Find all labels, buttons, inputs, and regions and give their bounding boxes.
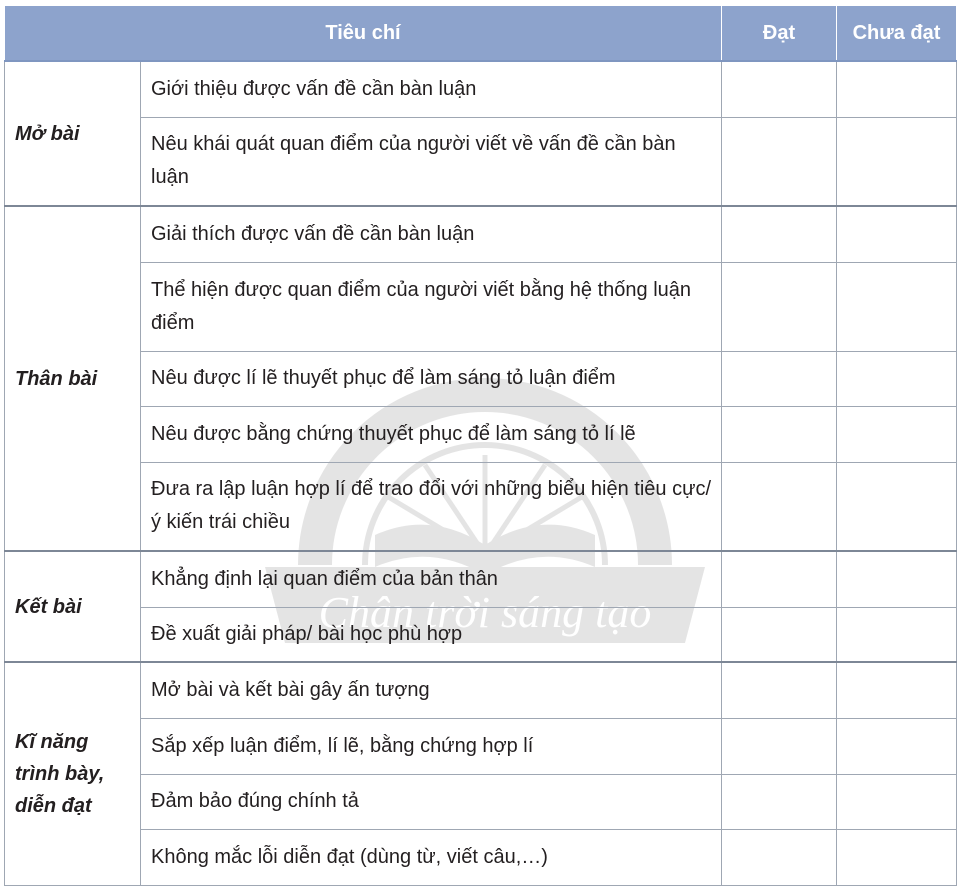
criterion-text: Giải thích được vấn đề cần bàn luận — [141, 206, 722, 262]
table-row — [5, 662, 957, 718]
criterion-text: Sắp xếp luận điểm, lí lẽ, bằng chứng hợp lí — [141, 718, 722, 774]
section-label: Kết bài — [5, 551, 141, 662]
fail-cell[interactable] — [837, 406, 957, 462]
section-label: Mở bài — [5, 61, 141, 206]
fail-cell[interactable] — [837, 61, 957, 117]
pass-cell[interactable] — [722, 662, 837, 718]
pass-cell[interactable] — [722, 61, 837, 117]
criterion-text: Không mắc lỗi diễn đạt (dùng từ, viết câu,…) — [141, 829, 722, 885]
pass-cell[interactable] — [722, 551, 837, 607]
table-row — [5, 262, 957, 351]
pass-cell[interactable] — [722, 406, 837, 462]
fail-cell[interactable] — [837, 117, 957, 206]
watermark-text: Chân trời sáng tạo — [318, 588, 652, 637]
criterion-text: Giới thiệu được vấn đề cần bàn luận — [141, 61, 722, 117]
table-row — [5, 462, 957, 551]
fail-cell[interactable] — [837, 607, 957, 662]
fail-cell[interactable] — [837, 351, 957, 406]
table-row — [5, 406, 957, 462]
table-row — [5, 551, 957, 607]
header-fail: Chưa đạt — [837, 6, 957, 62]
fail-cell[interactable] — [837, 262, 957, 351]
criterion-text: Nêu được bằng chứng thuyết phục để làm sáng tỏ lí lẽ — [141, 406, 722, 462]
fail-cell[interactable] — [837, 774, 957, 829]
fail-cell[interactable] — [837, 551, 957, 607]
pass-cell[interactable] — [722, 607, 837, 662]
table-row — [5, 61, 957, 117]
header-criteria: Tiêu chí — [5, 6, 722, 62]
pass-cell[interactable] — [722, 829, 837, 885]
fail-cell[interactable] — [837, 829, 957, 885]
pass-cell[interactable] — [722, 262, 837, 351]
table-row — [5, 607, 957, 662]
criterion-text: Đề xuất giải pháp/ bài học phù hợp — [141, 607, 722, 662]
fail-cell[interactable] — [837, 718, 957, 774]
criterion-text: Nêu khái quát quan điểm của người viết về vấn đề cần bàn luận — [141, 117, 722, 206]
rubric-table — [4, 5, 957, 886]
header-pass: Đạt — [722, 6, 837, 62]
table-header-row — [5, 6, 957, 62]
pass-cell[interactable] — [722, 718, 837, 774]
table-row — [5, 774, 957, 829]
pass-cell[interactable] — [722, 462, 837, 551]
fail-cell[interactable] — [837, 206, 957, 262]
criterion-text: Thể hiện được quan điểm của người viết bằng hệ thống luận điểm — [141, 262, 722, 351]
fail-cell[interactable] — [837, 662, 957, 718]
criterion-text: Đảm bảo đúng chính tả — [141, 774, 722, 829]
pass-cell[interactable] — [722, 774, 837, 829]
criterion-text: Nêu được lí lẽ thuyết phục để làm sáng tỏ luận điểm — [141, 351, 722, 406]
pass-cell[interactable] — [722, 206, 837, 262]
table-row — [5, 351, 957, 406]
table-row — [5, 718, 957, 774]
criterion-text: Đưa ra lập luận hợp lí để trao đổi với những biểu hiện tiêu cực/ ý kiến trái chiều — [141, 462, 722, 551]
criterion-text: Khẳng định lại quan điểm của bản thân — [141, 551, 722, 607]
table-row — [5, 206, 957, 262]
criterion-text: Mở bài và kết bài gây ấn tượng — [141, 662, 722, 718]
pass-cell[interactable] — [722, 117, 837, 206]
table-row — [5, 117, 957, 206]
fail-cell[interactable] — [837, 462, 957, 551]
table-row — [5, 829, 957, 885]
section-label: Kĩ năng trình bày, diễn đạt — [5, 662, 141, 885]
section-label: Thân bài — [5, 206, 141, 551]
pass-cell[interactable] — [722, 351, 837, 406]
